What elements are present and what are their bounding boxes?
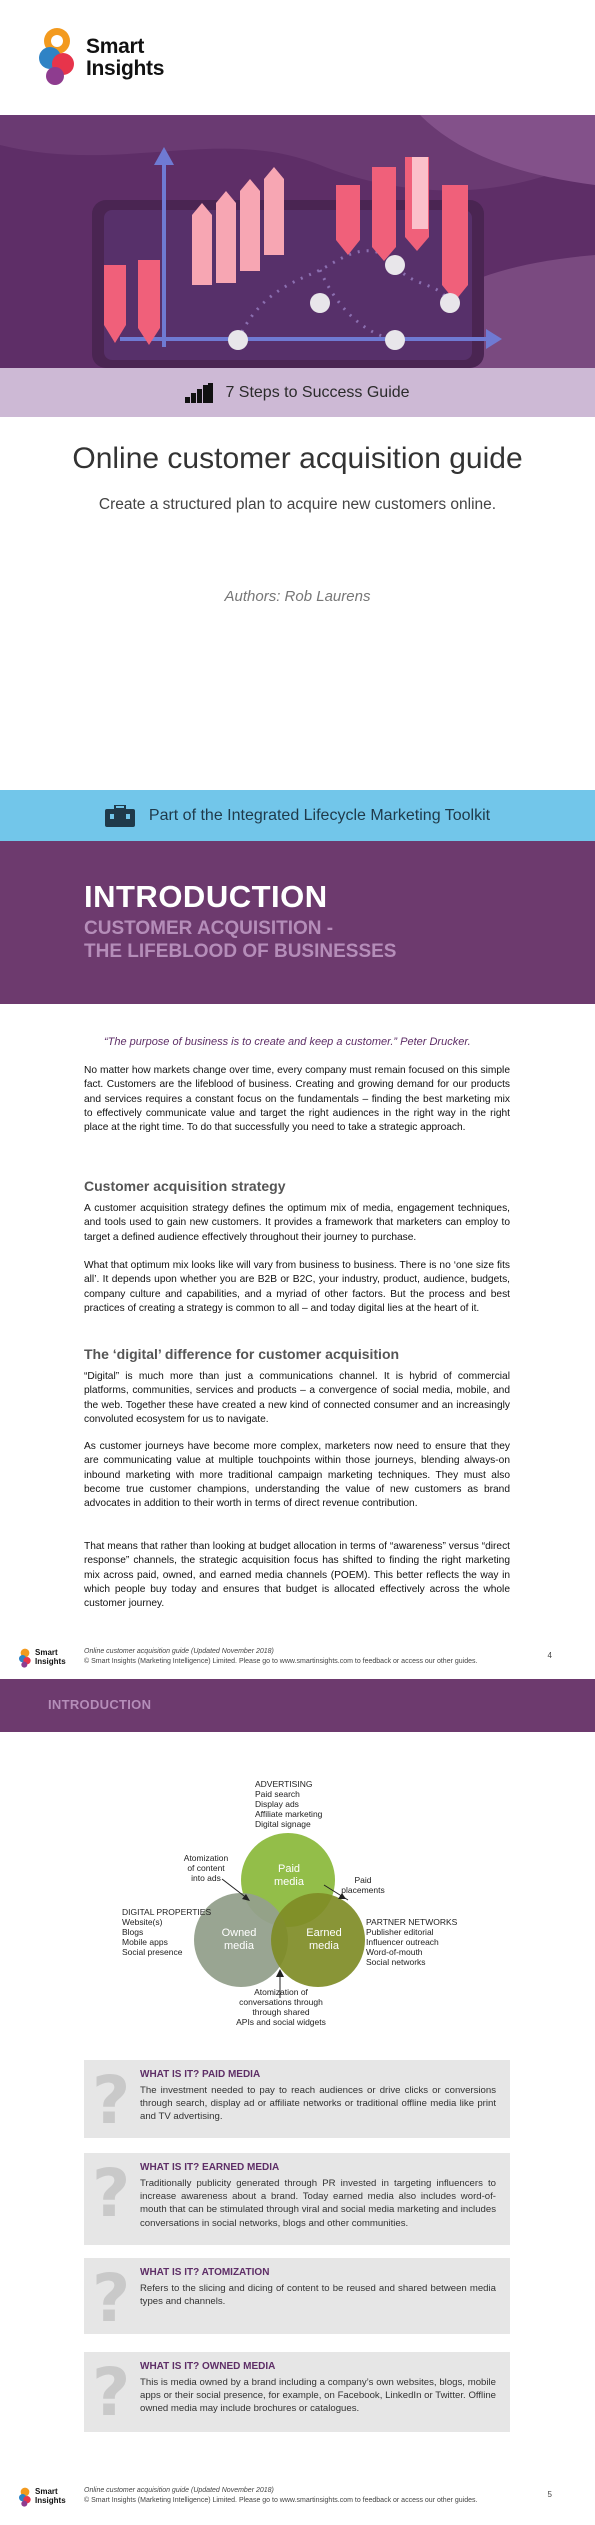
- venn-paid-line1: Paid: [277, 1863, 301, 1875]
- paragraph-intro: No matter how markets change over time, every company must remain focused on this simple fact. Customers are the lifeblood of business. Creating and growing demand for our products and services requires a constant focus on the fundamentals – finding the best marketing mix to effectively communicate value and target the right audiences in the right way in the right place at the right time. To do that successfully you need to take a strategic approach.: [84, 1065, 510, 1134]
- atomization-conversations-line: conversations through: [239, 1997, 323, 2007]
- info-box-body: Traditionally publicity generated through PR invested in targeting influencers to increase awareness about a brand. Today earned media also includes word-of-mouth that can be stimulated through viral and social media marketing and includes conversations in social networks, blogs and other communities.: [140, 2178, 496, 2229]
- venn-owned-line1: Owned: [221, 1927, 257, 1939]
- toolkit-briefcase-icon: [105, 805, 135, 827]
- footer-logo: [18, 1645, 68, 1675]
- footer-text: [84, 2486, 477, 2506]
- paragraph-strategy-definition: A customer acquisition strategy defines the optimum mix of media, engagement techniques, and tools used to gain new customers. It provides a framework that marketers can employ to target a defined audience effectively throughout their journey to purchase.: [84, 1203, 510, 1243]
- footer-logo-line2: Insights: [35, 2496, 66, 2505]
- page-number: 4: [547, 1651, 552, 1660]
- advertising-item: Display ads: [255, 1799, 299, 1809]
- page5-footer: [18, 2484, 578, 2514]
- introduction-strip: [0, 1679, 595, 1732]
- guide-authors: Authors: Rob Laurens: [224, 588, 371, 605]
- footer-copyright: © Smart Insights (Marketing Intelligence) Limited. Please go to www.smartinsights.com to feedback or access our other guides.: [84, 2497, 478, 2504]
- guide-title: Online customer acquisition guide: [72, 442, 523, 475]
- toolkit-label: Part of the Integrated Lifecycle Marketing Toolkit: [148, 806, 491, 824]
- info-box-paid-media: [84, 2060, 510, 2138]
- info-box-atomization: [84, 2258, 510, 2337]
- partner-networks-item: Influencer outreach: [366, 1937, 439, 1947]
- footer-copyright: © Smart Insights (Marketing Intelligence) Limited. Please go to www.smartinsights.com to feedback or access our other guides.: [84, 1658, 478, 1665]
- introduction-strip-label: INTRODUCTION: [48, 1697, 152, 1712]
- info-box-earned-media: [84, 2153, 510, 2245]
- partner-networks-title: PARTNER NETWORKS: [366, 1917, 458, 1927]
- digital-properties-item: Blogs: [122, 1927, 144, 1937]
- atomization-conversations-line: APIs and social widgets: [236, 2017, 326, 2027]
- info-box-title: WHAT IS IT? ATOMIZATION: [140, 2267, 270, 2278]
- question-mark-icon: ?: [92, 2260, 131, 2337]
- heading-acquisition-strategy: Customer acquisition strategy: [84, 1178, 286, 1194]
- paragraph-budget-allocation: That means that rather than looking at budget allocation in terms of “awareness” versus “direct response” channels, the strategic acquisition focus has shifted to finding the right marketing mix across paid, owned, and earned media channels (POEM). This better reflects the way in which people buy today and ensures that budget is allocated effectively across the whole customer journey.: [84, 1541, 510, 1610]
- steps-banner: [0, 368, 595, 417]
- venn-earned-line1: Earned: [306, 1927, 342, 1939]
- growth-chart-illustration: [0, 115, 595, 368]
- info-box-owned-media: [84, 2352, 510, 2432]
- footer-title: Online customer acquisition guide (Updated November 2018): [84, 2487, 274, 2494]
- introduction-header: [0, 841, 595, 1004]
- footer-logo-icon: [18, 1647, 32, 1669]
- footer-logo: [18, 2484, 68, 2514]
- digital-properties-label: [122, 1907, 211, 1957]
- atomization-conversations-line: Atomization of: [254, 1987, 308, 1997]
- venn-earned-label: [301, 1927, 347, 1953]
- toolkit-banner[interactable]: [0, 790, 595, 841]
- atomization-conversations-line: through shared: [252, 2007, 310, 2017]
- info-box-title: WHAT IS IT? PAID MEDIA: [140, 2069, 261, 2080]
- atomization-conversations-label: [226, 1987, 336, 2027]
- poem-venn-diagram: [110, 1775, 490, 2035]
- paragraph-customer-journeys: As customer journeys have become more complex, marketers now need to ensure that they are communicating value at multiple touchpoints within those journeys, blending always-on inbound marketing with more traditional campaign marketing techniques. They must also become true customer champions, understanding the value of new customers as brand advocates in addition to their worth in terms of direct revenue contribution.: [84, 1441, 510, 1510]
- drucker-quote: “The purpose of business is to create and keep a customer.” Peter Drucker.: [104, 1036, 471, 1048]
- footer-logo-line1: Smart: [35, 1648, 58, 1657]
- venn-owned-line2: media: [224, 1940, 254, 1952]
- introduction-subheading: [84, 917, 396, 963]
- subheading-line2: THE LIFEBLOOD OF BUSINESSES: [84, 941, 397, 962]
- subheading-line1: CUSTOMER ACQUISITION -: [84, 918, 334, 939]
- logo-line1: Smart: [86, 35, 145, 58]
- footer-logo-line1: Smart: [35, 2487, 58, 2496]
- atomization-ads-line: Atomization: [183, 1853, 229, 1863]
- partner-networks-label: [366, 1917, 457, 1967]
- steps-icon: [185, 383, 213, 403]
- atomization-ads-line: of content: [187, 1863, 225, 1873]
- venn-owned-label: [216, 1927, 262, 1953]
- hero-illustration: [0, 115, 595, 368]
- page4-footer: [18, 1645, 578, 1675]
- atomization-ads-line: into ads: [191, 1873, 221, 1883]
- logo-text: [86, 36, 164, 80]
- info-box-title: WHAT IS IT? EARNED MEDIA: [140, 2162, 280, 2173]
- info-box-body: Refers to the slicing and dicing of content to be reused and shared between media types and channels.: [140, 2283, 496, 2308]
- introduction-heading: INTRODUCTION: [84, 879, 328, 914]
- info-box-title: WHAT IS IT? OWNED MEDIA: [140, 2361, 276, 2372]
- logo-line2: Insights: [86, 57, 165, 80]
- advertising-item: Affiliate marketing: [255, 1809, 323, 1819]
- partner-networks-item: Word-of-mouth: [366, 1947, 423, 1957]
- logo-icon: [36, 26, 78, 86]
- guide-subtitle: Create a structured plan to acquire new customers online.: [98, 496, 497, 513]
- advertising-label: [255, 1779, 322, 1829]
- question-mark-icon: ?: [92, 2155, 131, 2232]
- info-box-body: The investment needed to pay to reach audiences or drive clicks or conversions through search, display ad or affiliate networks or traditional offline media like print and TV advertising.: [140, 2085, 496, 2123]
- paid-placements-line: placements: [341, 1885, 385, 1895]
- partner-networks-item: Publisher editorial: [366, 1927, 434, 1937]
- steps-label: 7 Steps to Success Guide: [225, 383, 410, 401]
- venn-paid-label: [270, 1863, 308, 1889]
- digital-properties-title: DIGITAL PROPERTIES: [122, 1907, 212, 1917]
- venn-paid-line2: media: [274, 1876, 304, 1888]
- digital-properties-item: Mobile apps: [122, 1937, 168, 1947]
- paid-placements-label: [338, 1875, 388, 1895]
- question-mark-icon: ?: [92, 2354, 131, 2431]
- smart-insights-logo: [36, 26, 176, 90]
- digital-properties-item: Website(s): [122, 1917, 163, 1927]
- advertising-title: ADVERTISING: [255, 1779, 313, 1789]
- footer-text: [84, 1647, 477, 1667]
- paragraph-optimum-mix: What that optimum mix looks like will vary from business to business. There is no ‘one size fits all’. It depends upon whether you are B2B or B2C, your industry, product, audience, budgets, company culture and capabilities, and a myriad of other factors. But the process and best practices of creating a strategy is common to all – and today digital lies at the heart of it.: [84, 1260, 510, 1314]
- heading-digital-difference: The ‘digital’ difference for customer acquisition: [84, 1346, 400, 1362]
- partner-networks-item: Social networks: [366, 1957, 426, 1967]
- paragraph-digital-hybrid: “Digital” is much more than just a communications channel. It is hybrid of commercial platforms, communities, services and products – a convergence of social media, mobile, and the web. Together these have created a new kind of connected consumer and an increasingly convoluted ecosystem for us to navigate.: [84, 1371, 510, 1425]
- paid-placements-line: Paid: [354, 1875, 372, 1885]
- footer-logo-icon: [18, 2486, 32, 2508]
- page-number: 5: [547, 2490, 552, 2499]
- digital-properties-item: Social presence: [122, 1947, 183, 1957]
- atomization-ads-label: [178, 1853, 234, 1883]
- info-box-body: This is media owned by a brand including a company’s own websites, blogs, mobile apps or their social presence, for example, on Facebook, LinkedIn or Twitter. Offline owned media may include brochures or catalogues.: [140, 2377, 496, 2415]
- venn-earned-line2: media: [309, 1940, 339, 1952]
- question-mark-icon: ?: [92, 2062, 131, 2139]
- advertising-item: Paid search: [255, 1789, 300, 1799]
- footer-title: Online customer acquisition guide (Updated November 2018): [84, 1648, 274, 1655]
- footer-logo-line2: Insights: [35, 1657, 66, 1666]
- advertising-item: Digital signage: [255, 1819, 311, 1829]
